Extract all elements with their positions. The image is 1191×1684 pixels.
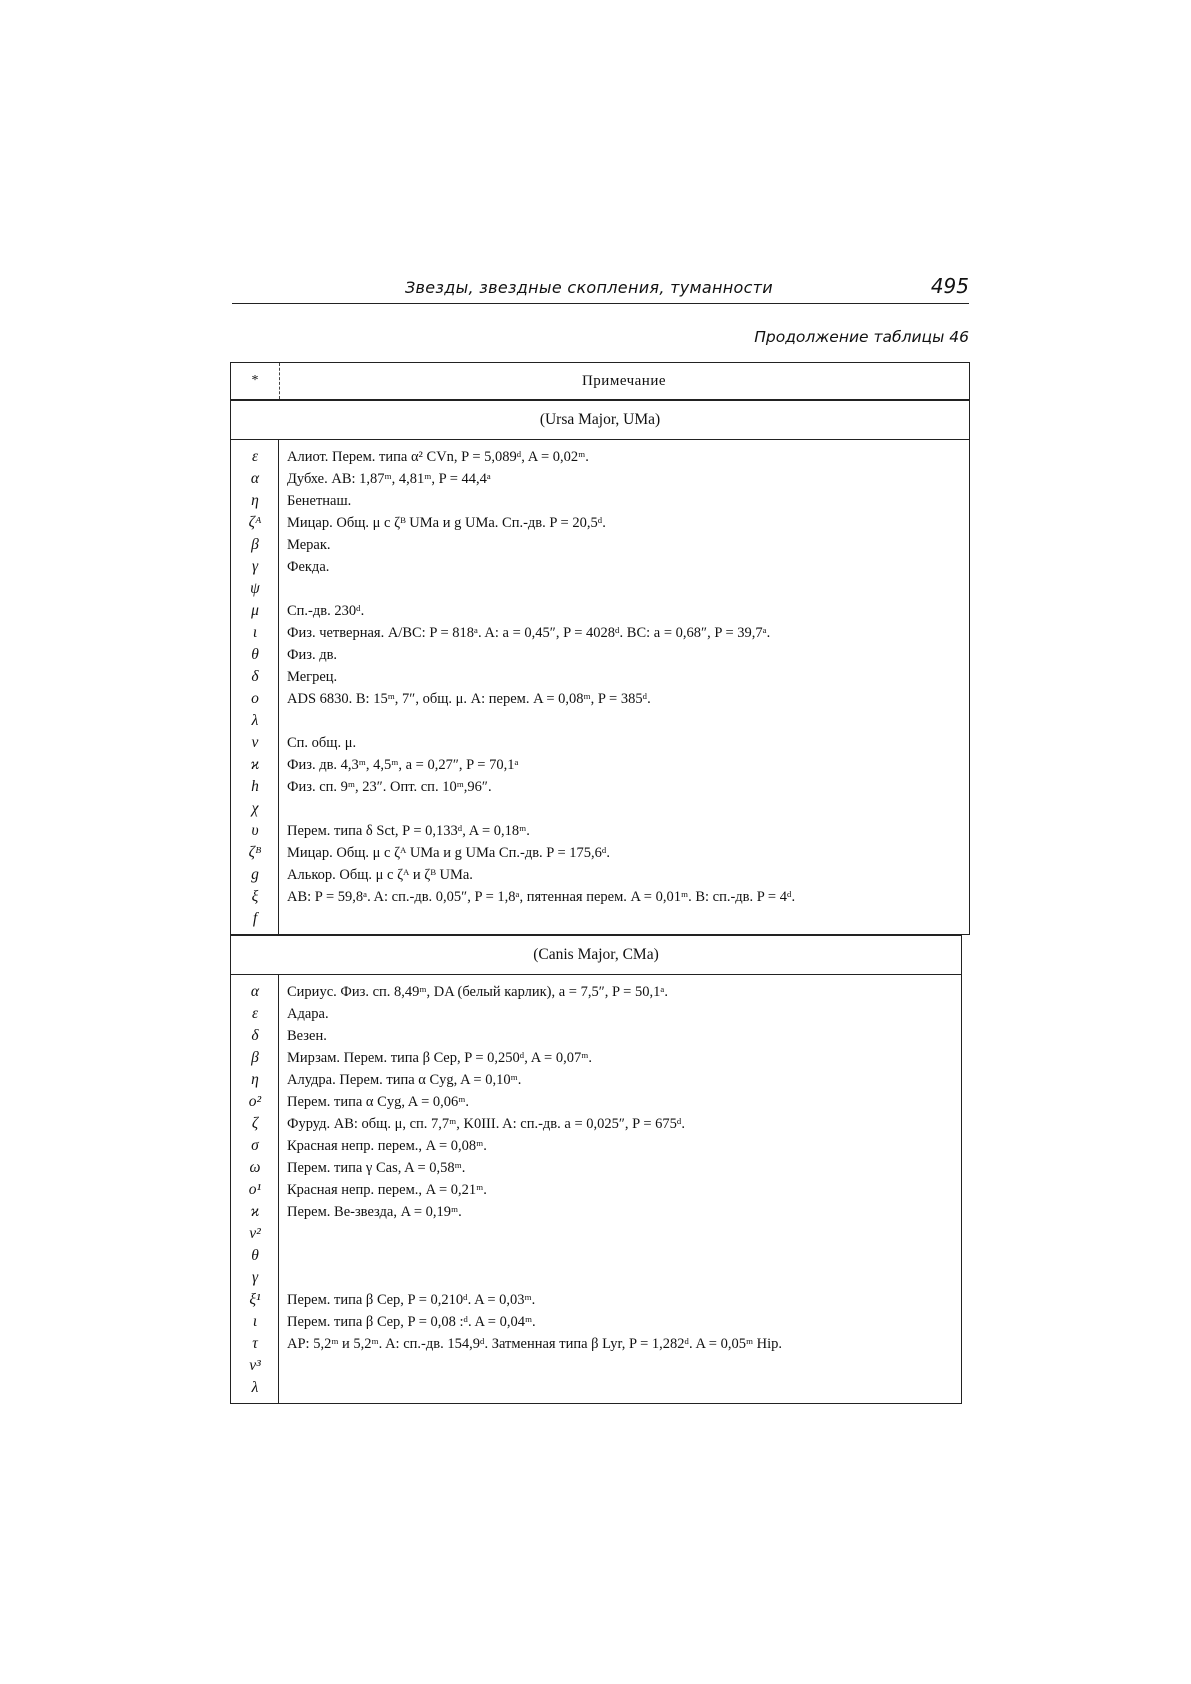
star-column-header: * [231, 363, 280, 399]
star-designation: θ [251, 1247, 259, 1264]
note-column-header: Примечание [581, 373, 667, 389]
star-designation: χ [251, 800, 259, 817]
table-row [231, 1201, 961, 1223]
star-designation: σ [251, 1137, 259, 1154]
constellation-heading: (Canis Major, CMa) [231, 935, 961, 975]
star-designation: o¹ [248, 1181, 262, 1198]
star-note: AP: 5,2ᵐ и 5,2ᵐ. A: сп.-дв. 154,9ᵈ. Затменная типа β Lyr, P = 1,282ᵈ. A = 0,05ᵐ Hip. [287, 1335, 783, 1352]
star-designation: τ [252, 1335, 258, 1352]
star-designation: α [250, 983, 260, 1000]
table-row [231, 981, 961, 1003]
star-note: Перем. Be-звезда, A = 0,19ᵐ. [287, 1203, 462, 1220]
table-row [231, 732, 969, 754]
star-note: Физ. четверная. A/BC: P = 818ᵃ. A: a = 0,45″, P = 4028ᵈ. BC: a = 0,68″, P = 39,7ᵃ. [287, 624, 771, 641]
table-row [231, 1069, 961, 1091]
star-designation: o [251, 690, 259, 707]
constellation-heading: (Ursa Major, UMa) [231, 400, 969, 440]
header-rule [232, 303, 969, 304]
star-designation: ζᴬ [248, 514, 262, 531]
table-row [231, 1179, 961, 1201]
star-designation: γ [251, 558, 259, 575]
table-row [231, 754, 969, 776]
star-designation: α [250, 470, 260, 487]
table-row [231, 578, 969, 600]
table-row [231, 1091, 961, 1113]
star-note: Физ. дв. [287, 646, 338, 663]
star-note: Дубхе. AB: 1,87ᵐ, 4,81ᵐ, P = 44,4ᵃ [287, 470, 491, 487]
star-designation: θ [251, 646, 259, 663]
star-designation: υ [251, 822, 259, 839]
star-note: Мирзам. Перем. типа β Cep, P = 0,250ᵈ, A = 0,07ᵐ. [287, 1049, 592, 1066]
star-note: Адара. [287, 1005, 329, 1022]
table-row [231, 1377, 961, 1399]
table-row [231, 1157, 961, 1179]
star-designation: λ [251, 712, 259, 729]
star-note: Красная непр. перем., A = 0,21ᵐ. [287, 1181, 487, 1198]
table-row [231, 644, 969, 666]
star-designation: ζᴮ [248, 844, 262, 861]
star-note: Мегрец. [287, 668, 338, 685]
table-row [231, 776, 969, 798]
star-designation: f [252, 910, 258, 927]
star-notes-table [230, 362, 970, 1404]
table-row [231, 666, 969, 688]
star-note: Красная непр. перем., A = 0,08ᵐ. [287, 1137, 487, 1154]
star-designation: λ [251, 1379, 259, 1396]
table-row [231, 1267, 961, 1289]
star-designation: δ [251, 1027, 259, 1044]
running-head-title: Звезды, звездные скопления, туманности [404, 278, 773, 297]
star-designation: g [251, 866, 259, 883]
star-designation: η [251, 1071, 259, 1088]
table-row [231, 864, 969, 886]
page-number: 495 [930, 274, 969, 298]
star-note: Алькор. Общ. μ с ζᴬ и ζᴮ UMa. [287, 866, 473, 883]
table-row [231, 622, 969, 644]
star-designation: ϰ [250, 1203, 260, 1220]
star-designation: ν² [249, 1225, 261, 1242]
star-designation: ζ [251, 1115, 259, 1132]
section-ursa-major [230, 400, 970, 935]
star-note: Мицар. Общ. μ с ζᴮ UMa и g UMa. Сп.-дв. P = 20,5ᵈ. [287, 514, 606, 531]
star-note: Алудра. Перем. типа α Cyg, A = 0,10ᵐ. [287, 1071, 522, 1088]
table-row [231, 908, 969, 930]
table-row [231, 710, 969, 732]
table-row [231, 512, 969, 534]
star-designation: ν³ [249, 1357, 261, 1374]
star-note: Сп. общ. μ. [287, 734, 357, 751]
table-row [231, 1245, 961, 1267]
star-designation: ι [252, 624, 258, 641]
star-note: Сириус. Физ. сп. 8,49ᵐ, DA (белый карлик), a = 7,5″, P = 50,1ᵃ. [287, 983, 668, 1000]
running-head [232, 276, 969, 304]
star-designation: ω [249, 1159, 261, 1176]
table-header [230, 362, 970, 400]
table-row [231, 1025, 961, 1047]
table-row [231, 1003, 961, 1025]
table-row [231, 798, 969, 820]
star-designation: ϰ [250, 756, 260, 773]
star-designation: o² [248, 1093, 262, 1110]
star-designation: h [251, 778, 259, 795]
star-note: Фуруд. AB: общ. μ, сп. 7,7ᵐ, K0III. A: сп.-дв. a = 0,025″, P = 675ᵈ. [287, 1115, 686, 1132]
table-row [231, 534, 969, 556]
star-note: Алиот. Перем. типа α² CVn, P = 5,089ᵈ, A = 0,02ᵐ. [287, 448, 589, 465]
star-note: Везен. [287, 1027, 327, 1044]
star-designation: ι [252, 1313, 258, 1330]
star-note: AB: P = 59,8ᵃ. A: сп.-дв. 0,05″, P = 1,8ᵃ, пятенная перем. A = 0,01ᵐ. B: сп.-дв. P = 4ᵈ. [287, 888, 796, 905]
table-row [231, 886, 969, 908]
table-row [231, 468, 969, 490]
section-canis-major [230, 935, 962, 1404]
star-note: Бенетнаш. [287, 492, 352, 509]
star-note: ADS 6830. B: 15ᵐ, 7″, общ. μ. A: перем. A = 0,08ᵐ, P = 385ᵈ. [287, 690, 651, 707]
star-note: Перем. типа γ Cas, A = 0,58ᵐ. [287, 1159, 466, 1176]
star-designation: γ [251, 1269, 259, 1286]
star-designation: ν [251, 734, 259, 751]
star-designation: η [251, 492, 259, 509]
table-row [231, 1223, 961, 1245]
star-note: Физ. сп. 9ᵐ, 23″. Опт. сп. 10ᵐ,96″. [287, 778, 492, 795]
table-row [231, 842, 969, 864]
star-note: Физ. дв. 4,3ᵐ, 4,5ᵐ, a = 0,27″, P = 70,1ᵃ [287, 756, 519, 773]
table-row [231, 1355, 961, 1377]
star-designation: μ [251, 602, 259, 619]
star-note: Перем. типа δ Sct, P = 0,133ᵈ, A = 0,18ᵐ. [287, 822, 530, 839]
star-note: Фекда. [287, 558, 330, 575]
star-note: Перем. типа α Cyg, A = 0,06ᵐ. [287, 1093, 469, 1110]
table-row [231, 1047, 961, 1069]
table-row [231, 1113, 961, 1135]
star-designation: ε [251, 448, 259, 465]
star-note: Перем. типа β Cep, P = 0,210ᵈ. A = 0,03ᵐ. [287, 1291, 536, 1308]
table-row [231, 1135, 961, 1157]
star-designation: δ [251, 668, 259, 685]
table-row [231, 1289, 961, 1311]
star-note: Мерак. [287, 536, 331, 553]
star-note: Перем. типа β Cep, P = 0,08 :ᵈ. A = 0,04ᵐ. [287, 1313, 536, 1330]
star-designation: ξ [251, 888, 259, 905]
star-note: Сп.-дв. 230ᵈ. [287, 602, 365, 619]
star-designation: ξ¹ [249, 1291, 261, 1308]
star-designation: β [251, 536, 259, 553]
table-row [231, 600, 969, 622]
table-continuation-label: Продолжение таблицы 46 [754, 328, 969, 346]
table-row [231, 1333, 961, 1355]
star-designation: β [251, 1049, 259, 1066]
table-row [231, 688, 969, 710]
table-row [231, 820, 969, 842]
table-row [231, 490, 969, 512]
table-row [231, 1311, 961, 1333]
star-note: Мицар. Общ. μ с ζᴬ UMa и g UMa Сп.-дв. P = 175,6ᵈ. [287, 844, 611, 861]
table-row [231, 446, 969, 468]
star-designation: ε [251, 1005, 259, 1022]
star-designation: ψ [250, 580, 260, 597]
table-row [231, 556, 969, 578]
